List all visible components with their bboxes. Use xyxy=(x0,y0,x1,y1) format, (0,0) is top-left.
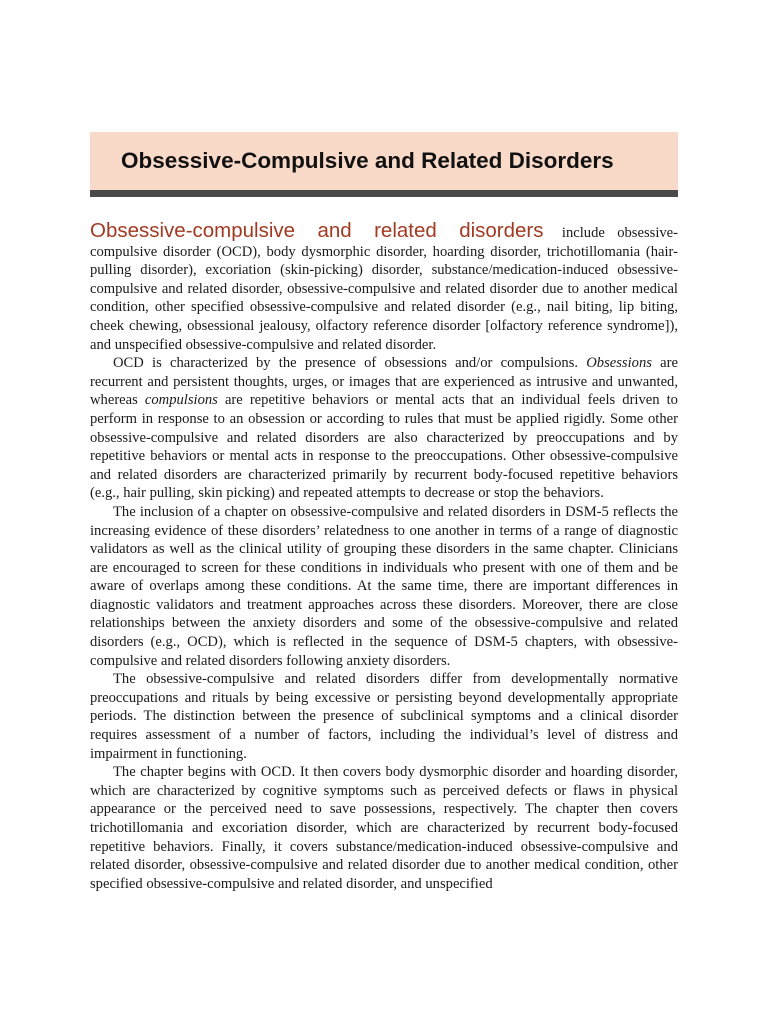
paragraph-3: The inclusion of a chapter on obsessive-compulsive and related disorders in DSM-5 reflects the increasing evidence of these disorders’ relatedness to one another in terms of a range of diagnostic validators as well as the clinical utility of grouping these disorders in the same chapter. Clinicians are encouraged to screen for these conditions in individuals who present with one of them and be aware of overlaps among these conditions. At the same time, there are important differences in diagnostic validators and treatment approaches across these disorders. Moreover, there are close relationships between the anxiety disorders and some of the obsessive-compulsive and related disorders (e.g., OCD), which is reflected in the sequence of DSM-5 chapters, with obsessive-compulsive and related disorders following anxiety disorders. xyxy=(90,503,678,669)
paragraph-5: The chapter begins with OCD. It then covers body dysmorphic disorder and hoarding disorder, which are characterized by cognitive symptoms such as perceived defects or flaws in physical appearance or the perceived need to save possessions, respectively. The chapter then covers trichotillomania and excoriation disorder, which are characterized by recurrent body-focused repetitive behaviors. Finally, it covers substance/medication-induced obsessive-compulsive and related disorder, obsessive-compulsive and related disorder due to another medical condition, other specified obsessive-compulsive and related disorder, and unspecified xyxy=(90,764,678,892)
paragraph-4: The obsessive-compulsive and related disorders differ from developmentally normative preoccupations and rituals by being excessive or persisting beyond developmentally appropriate periods. The distinction between the presence of subclinical symptoms and a clinical disorder requires assessment of a number of factors, including the individual’s level of distress and impairment in functioning. xyxy=(90,671,678,762)
chapter-intro-text xyxy=(90,219,679,893)
paragraph-2-text-b: are recurrent and persistent thoughts, urges, or images that are experienced as intrusive and unwanted, whereas xyxy=(90,355,678,409)
term-compulsions: compulsions xyxy=(144,392,218,409)
paragraph-2-text-a: OCD is characterized by the presence of obsessions and/or compulsions. xyxy=(113,355,579,372)
term-obsessions: Obsessions xyxy=(586,355,652,372)
paragraph-1 xyxy=(90,219,679,354)
chapter-title-rule xyxy=(90,190,678,197)
chapter-title: Obsessive-Compulsive and Related Disorders xyxy=(121,148,614,173)
paragraph-2 xyxy=(90,354,678,503)
paragraph-2-text-c: are repetitive behaviors or mental acts that an individual feels driven to perform in response to an obsession or according to rules that must be applied rigidly. Some other obsessive-compulsive and related disorders are also characterized by preoccupations and by repetitive behaviors or mental acts in response to the preoccupations. Other obsessive-compulsive and related disorders are characterized primarily by recurrent body-focused repetitive behaviors (e.g., hair pulling, skin picking) and repeated attempts to decrease or stop the behaviors. xyxy=(90,392,678,502)
paragraph-1-text: include obsessive-compulsive disorder (OCD), body dysmorphic disorder, hoarding disorder, trichotillomania (hair-pulling disorder), excoriation (skin-picking) disorder, substance/medication-induced obsessive-compulsive and related disorder, obsessive-compulsive and related disorder due to another medical condition, other specified obsessive-compulsive and related disorder (e.g., nail biting, lip biting, cheek chewing, obsessional jealousy, olfactory reference disorder [olfactory reference syndrome]), and unspecified obsessive-compulsive and related disorder. xyxy=(90,225,679,353)
lead-term: Obsessive-compulsive and related disorders xyxy=(90,219,544,242)
